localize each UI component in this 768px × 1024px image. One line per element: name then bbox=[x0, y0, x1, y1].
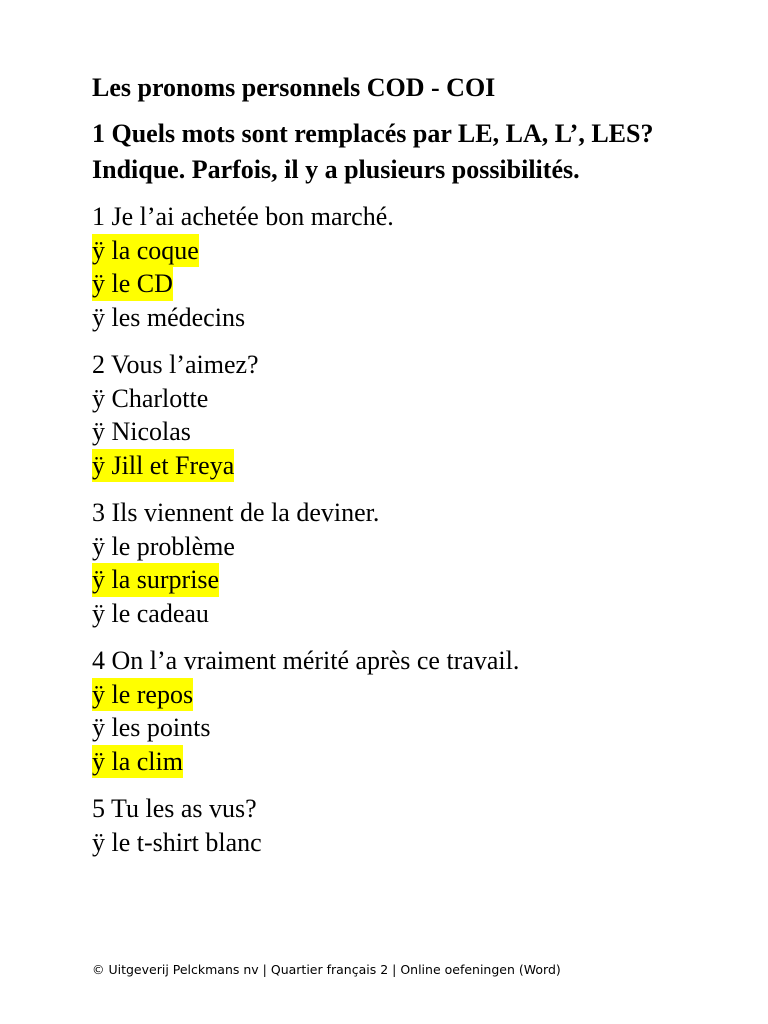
answer-text bbox=[92, 826, 262, 860]
exercise-instruction: 1 Quels mots sont remplacés par LE, LA, L’, LES? Indique. Parfois, il y a plusieurs possibilités. bbox=[92, 119, 654, 184]
checkbox-bullet-icon: ÿ bbox=[92, 417, 105, 446]
question-prompt: 1 Je l’ai achetée bon marché. bbox=[92, 202, 394, 231]
answer-text bbox=[92, 301, 245, 335]
document-page bbox=[92, 68, 692, 873]
highlighted-answer bbox=[92, 234, 199, 268]
checkbox-bullet-icon: ÿ bbox=[92, 827, 105, 857]
answer-text bbox=[92, 597, 209, 631]
answer-text bbox=[92, 530, 235, 564]
highlighted-answer bbox=[92, 563, 219, 597]
answer-option bbox=[92, 563, 692, 597]
answer-option bbox=[92, 826, 692, 860]
answer-option bbox=[92, 382, 692, 416]
question-prompt: 3 Ils viennent de la deviner. bbox=[92, 498, 380, 527]
answer-option bbox=[92, 597, 692, 631]
answer-option bbox=[92, 267, 692, 301]
option-label: Jill et Freya bbox=[111, 450, 235, 480]
option-label: les médecins bbox=[111, 302, 246, 332]
question-block bbox=[92, 200, 692, 334]
question-prompt: 4 On l’a vraiment mérité après ce travail. bbox=[92, 646, 520, 675]
answer-option bbox=[92, 530, 692, 564]
question-prompt: 5 Tu les as vus? bbox=[92, 794, 257, 823]
answer-option bbox=[92, 711, 692, 745]
answer-text bbox=[92, 415, 191, 449]
answer-option bbox=[92, 678, 692, 712]
question-block bbox=[92, 644, 692, 778]
option-label: le cadeau bbox=[111, 598, 209, 628]
question-block bbox=[92, 348, 692, 482]
option-label: le CD bbox=[111, 269, 173, 298]
checkbox-bullet-icon: ÿ bbox=[92, 235, 105, 265]
footer-copyright: © Uitgeverij Pelckmans nv | Quartier français 2 | Online oefeningen (Word) bbox=[92, 962, 561, 977]
checkbox-bullet-icon: ÿ bbox=[92, 565, 105, 594]
option-label: le repos bbox=[111, 679, 194, 709]
checkbox-bullet-icon: ÿ bbox=[92, 679, 105, 709]
answer-option bbox=[92, 449, 692, 483]
option-label: la clim bbox=[111, 746, 183, 776]
highlighted-answer bbox=[92, 678, 193, 712]
answer-option bbox=[92, 745, 692, 779]
question-prompt: 2 Vous l’aimez? bbox=[92, 350, 259, 379]
answer-option bbox=[92, 415, 692, 449]
checkbox-bullet-icon: ÿ bbox=[92, 302, 105, 332]
question-block bbox=[92, 792, 692, 859]
option-label: le problème bbox=[111, 531, 235, 561]
checkbox-bullet-icon: ÿ bbox=[92, 746, 105, 776]
option-label: la coque bbox=[111, 235, 199, 265]
option-label: Nicolas bbox=[111, 417, 191, 446]
checkbox-bullet-icon: ÿ bbox=[92, 713, 105, 742]
answer-text bbox=[92, 711, 210, 745]
checkbox-bullet-icon: ÿ bbox=[92, 269, 105, 298]
question-block bbox=[92, 496, 692, 630]
option-label: le t-shirt blanc bbox=[111, 827, 262, 857]
answer-option bbox=[92, 301, 692, 335]
answer-option bbox=[92, 234, 692, 268]
checkbox-bullet-icon: ÿ bbox=[92, 531, 105, 561]
highlighted-answer bbox=[92, 745, 183, 779]
checkbox-bullet-icon: ÿ bbox=[92, 598, 105, 628]
highlighted-answer bbox=[92, 449, 234, 483]
option-label: Charlotte bbox=[111, 383, 209, 413]
option-label: les points bbox=[111, 713, 211, 742]
checkbox-bullet-icon: ÿ bbox=[92, 383, 105, 413]
answer-text bbox=[92, 382, 208, 416]
page-title: Les pronoms personnels COD - COI bbox=[92, 73, 496, 102]
highlighted-answer bbox=[92, 267, 173, 301]
question-list bbox=[92, 200, 692, 859]
option-label: la surprise bbox=[111, 565, 220, 594]
checkbox-bullet-icon: ÿ bbox=[92, 450, 105, 480]
